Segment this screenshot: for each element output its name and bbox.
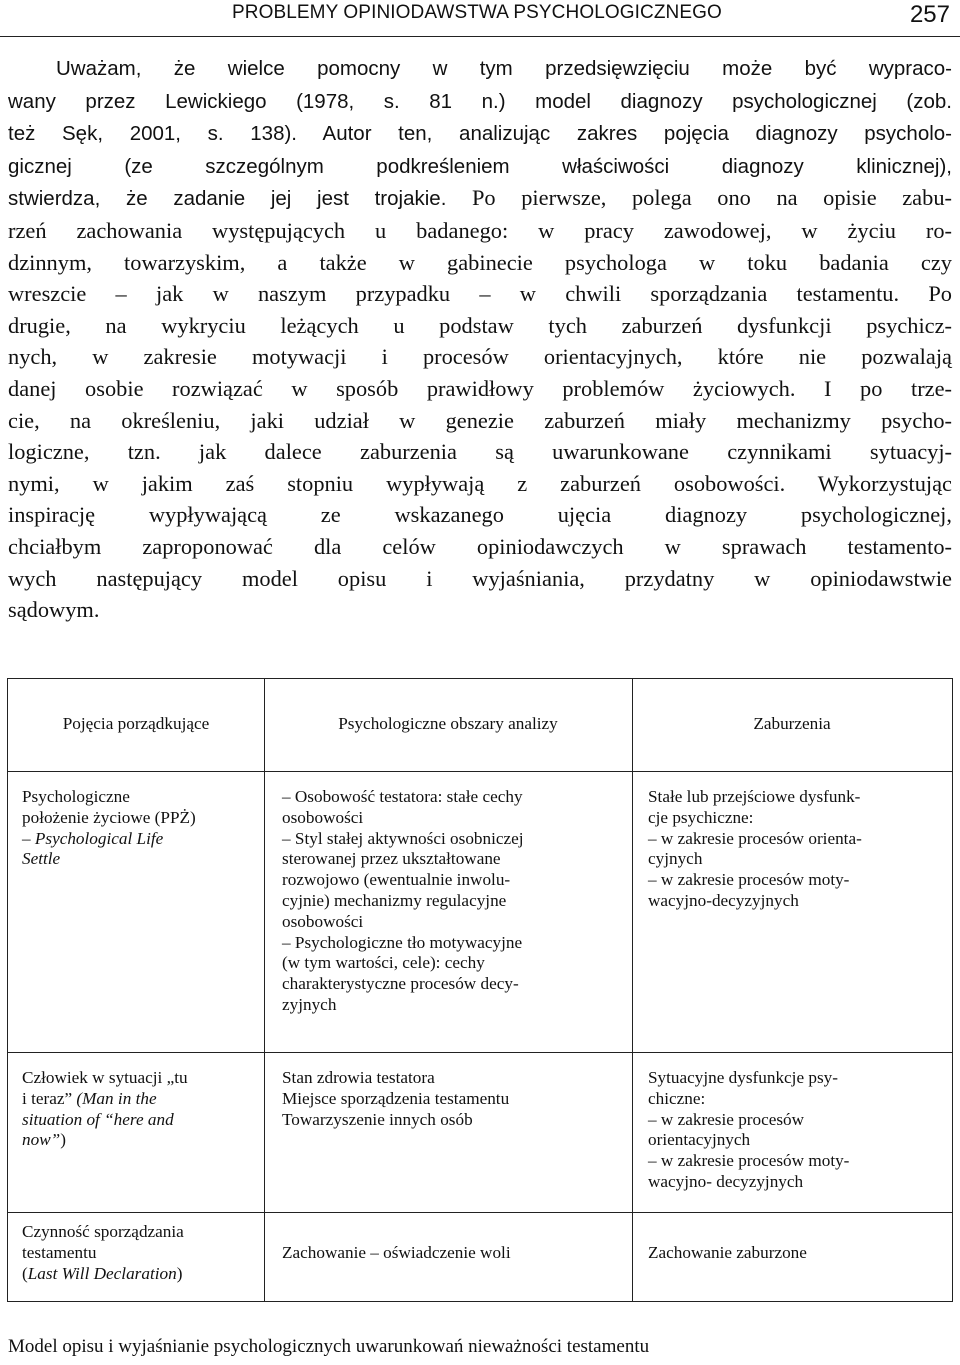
body-paragraph [8, 52, 952, 626]
text-line: wreszcie – jak w naszym przypadku – w chwili sporządzania testamentu. Po [8, 281, 952, 307]
row2-concept-cell: Człowiek w sytuacji „tu i teraz” (Man in the situation of “here and now”) [22, 1068, 188, 1150]
row2-disorders-cell: Sytuacyjne dysfunkcje psy- chiczne: – w zakresie procesów orientacyjnych – w zakresie procesów moty- wacyjno- decyzyjnych [648, 1068, 850, 1191]
column-header-concepts: Pojęcia porządkujące [62, 714, 210, 733]
table-rule [8, 1052, 952, 1053]
text-line: chciałbym zaproponować dla celów opiniodawczych w sprawach testamento- [8, 533, 952, 559]
row3-disorders-cell: Zachowanie zaburzone [648, 1243, 807, 1262]
row2-areas-cell: Stan zdrowia testatora Miejsce sporządzenia testamentu Towarzyszenie innych osób [282, 1068, 510, 1129]
running-title: PROBLEMY OPINIODAWSTWA PSYCHOLOGICZNEGO [232, 2, 722, 23]
text-line: cie, na określeniu, jaki udział w genezie zaburzeń miały mechanizmy psycho- [8, 407, 952, 433]
row1-disorders-cell: Stałe lub przejściowe dysfunk- cje psychiczne: – w zakresie procesów orienta- cyjnych – w zakresie procesów moty- wacyjno-decyzyjnych [648, 787, 862, 910]
table-rule [8, 771, 952, 772]
text-line: stwierdza, że zadanie jej jest trojakie. Po pierwsze, polega ono na opisie zabu- [8, 185, 952, 211]
row3-areas-cell: Zachowanie – oświadczenie woli [282, 1243, 511, 1262]
row1-concept-cell: Psychologiczne położenie życiowe (PPŻ) – Psychological Life Settle [22, 787, 196, 869]
text-line: nych, w zakresie motywacji i procesów orientacyjnych, które nie pozwalają [8, 344, 952, 370]
text-line: nymi, w jakim zaś stopniu wypływają z zaburzeń osobowości. Wykorzystując [8, 470, 952, 496]
table-rule [8, 1212, 952, 1213]
text-line: też Sęk, 2001, s. 138). Autor ten, analizując zakres pojęcia diagnozy psycholo- [8, 122, 952, 146]
text-line: rzeń zachowania występujących u badanego: w pracy zawodowej, w życiu ro- [8, 217, 952, 243]
text-line: wych następujący model opisu i wyjaśniania, przydatny w opiniodawstwie [8, 565, 952, 591]
text-line: gicznej (ze szczególnym podkreśleniem właściwości diagnozy klinicznej), [8, 154, 952, 178]
table-rule [632, 679, 633, 1301]
text-line: Uważam, że wielce pomocny w tym przedsięwzięciu może być wypraco- [56, 57, 952, 80]
column-header-areas: Psychologiczne obszary analizy [338, 714, 558, 733]
text-line: inspirację wypływającą ze wskazanego ujęcia diagnozy psychologicznej, [8, 502, 952, 528]
text-line: logiczne, tzn. jak dalece zaburzenia są uwarunkowane czynnikami sytuacyj- [8, 439, 952, 465]
row1-areas-cell: – Osobowość testatora: stałe cechy osobowości – Styl stałej aktywności osobniczej sterowanej przez ukształtowane rozwojowo (ewentualnie inwolu- cyjnie) mechanizmy regulacyjne osobowości – Psychologiczne tło motywacyjne (w tym wartości, cele): cechy charakterystyczne procesów decy- zyjnych [282, 787, 524, 1014]
text-line: drugie, na wykryciu leżących u podstaw tych zaburzeń dysfunkcji psychicz- [8, 312, 952, 338]
running-header [0, 0, 960, 37]
text-line: sądowym. [8, 597, 100, 623]
table-rule [264, 679, 265, 1301]
text-line: dzinnym, towarzyskim, a także w gabinecie psychologa w toku badania czy [8, 249, 952, 275]
text-line: danej osobie rozwiązać w sposób prawidłowy problemów życiowych. I po trze- [8, 375, 952, 401]
table-caption: Model opisu i wyjaśnianie psychologicznych uwarunkowań nieważności testamentu [8, 1336, 650, 1357]
page-number: 257 [909, 1, 950, 28]
row3-concept-cell: Czynność sporządzania testamentu (Last Will Declaration) [22, 1222, 184, 1283]
text-line: wany przez Lewickiego (1978, s. 81 n.) model diagnozy psychologicznej (zob. [8, 89, 952, 113]
model-table [7, 678, 953, 1302]
column-header-disorders: Zaburzenia [753, 714, 831, 733]
